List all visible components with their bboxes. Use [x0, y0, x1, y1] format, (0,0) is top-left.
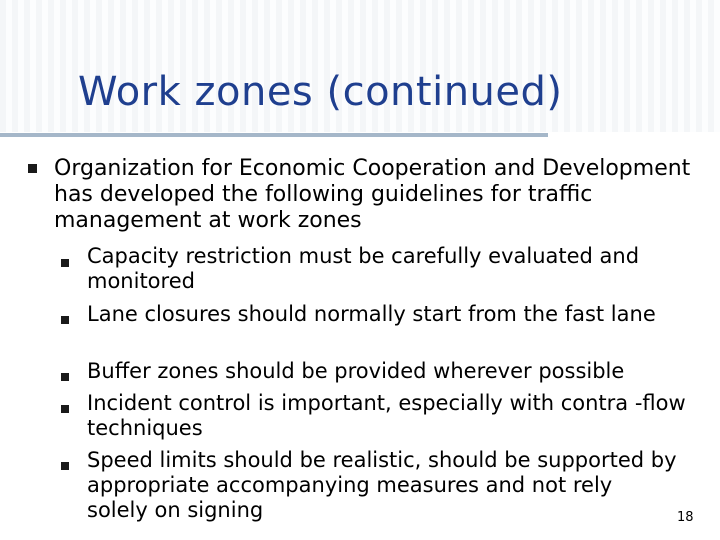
bullet-square-icon [61, 316, 69, 324]
page-number: 18 [677, 510, 694, 525]
sub-bullet-text: Buffer zones should be provided wherever possible [87, 359, 625, 383]
sub-bullet-text: Speed limits should be realistic, should be supported by appropriate accompanying measures and not rely solely on signing [87, 448, 677, 522]
title-divider [0, 133, 548, 137]
bullet-square-icon [61, 462, 69, 470]
slide-title: Work zones (continued) [78, 69, 563, 115]
sub-bullet-text: Lane closures should normally start from the fast lane [87, 302, 656, 326]
bullet-square-icon [61, 405, 69, 413]
sub-bullet-text: Incident control is important, especially with contra -flow techniques [87, 391, 686, 440]
bullet-square-icon [61, 259, 69, 267]
sub-bullet-text: Capacity restriction must be carefully evaluated and monitored [87, 244, 640, 293]
bullet-square-icon [28, 164, 37, 173]
bullet-square-icon [61, 373, 69, 381]
main-bullet-text: Organization for Economic Cooperation and Development has developed the following guidelines for traffic management at work zones [54, 156, 691, 233]
